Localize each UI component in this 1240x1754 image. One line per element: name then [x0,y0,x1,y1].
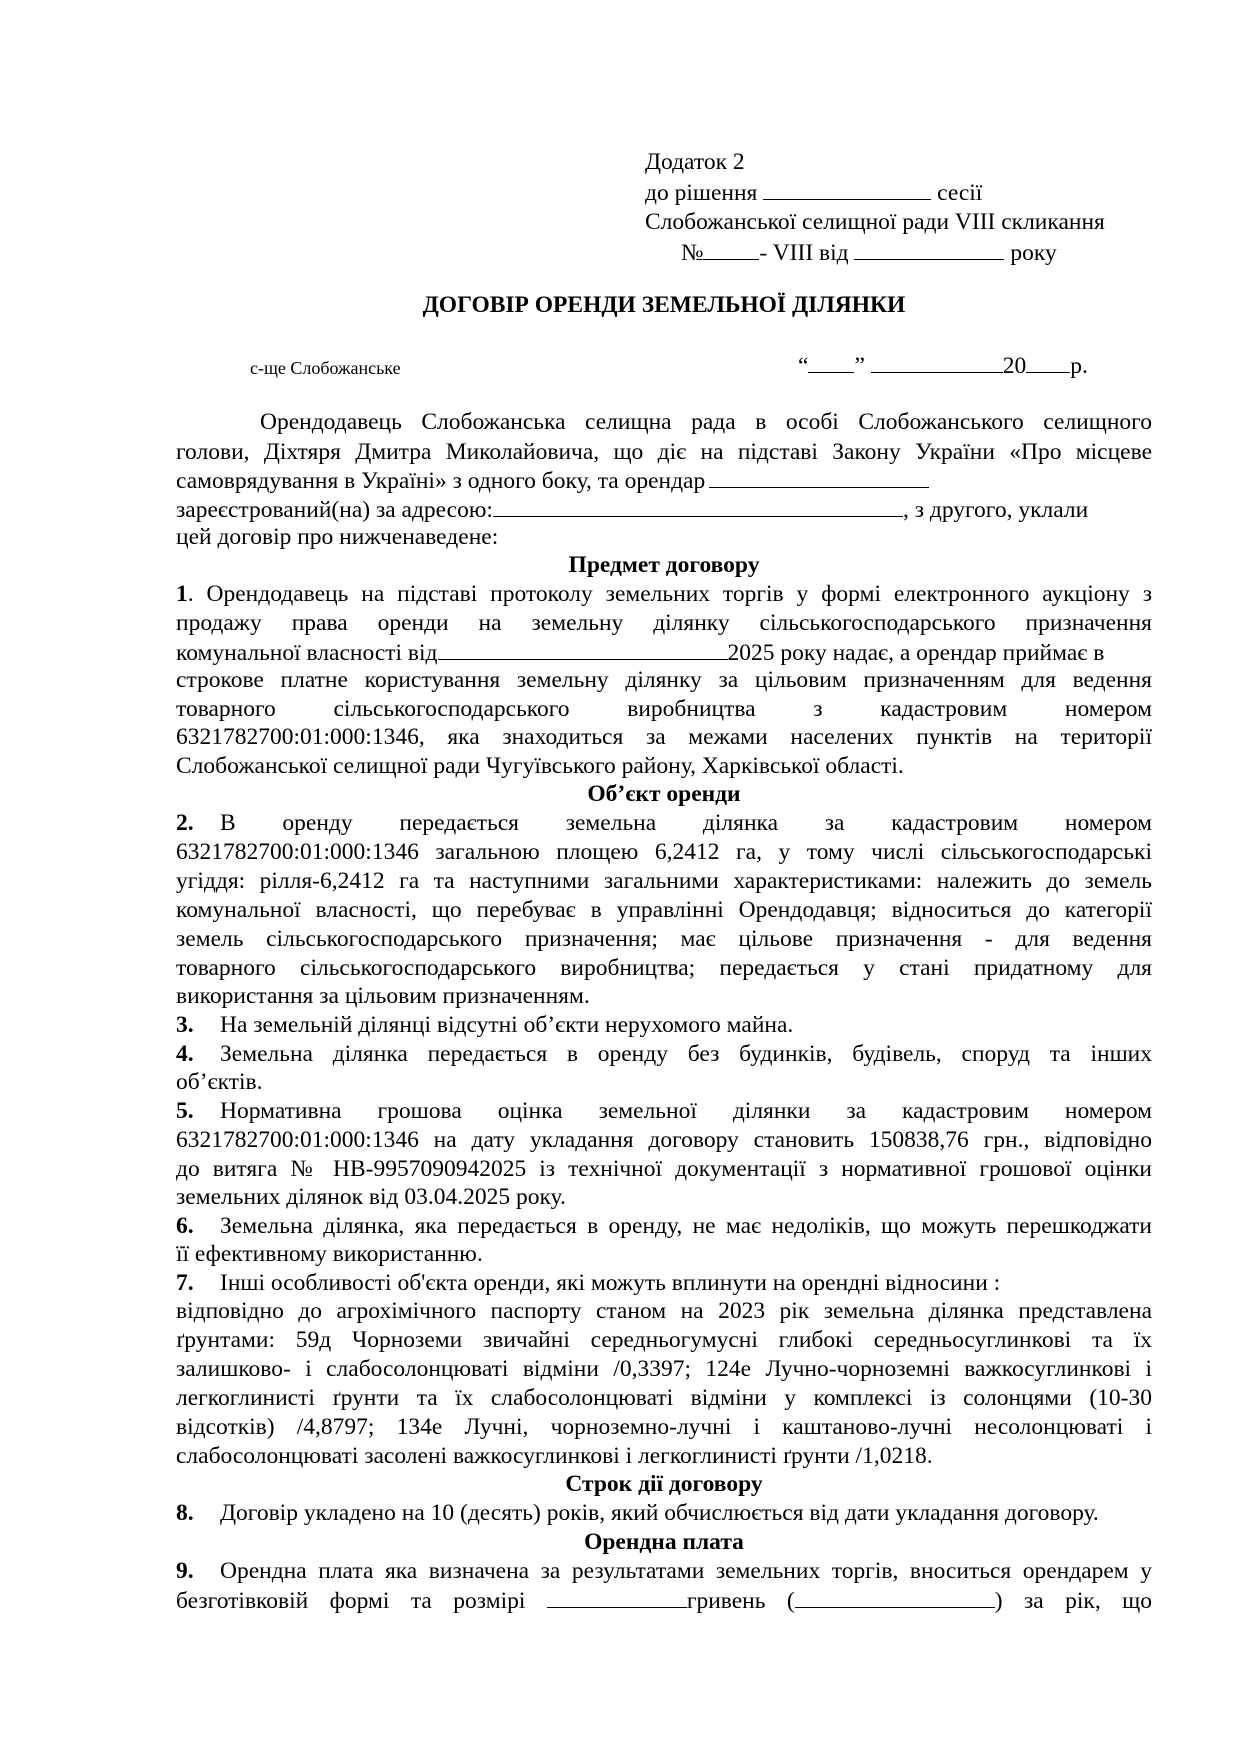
clause-9-line-2: безготівковій формі та розмірі гривень ( ) за рік, що [176,1585,1152,1616]
clause-5-line-3: до витяга № НВ-9957090942025 із технічної документації з нормативної грошової оцінки [176,1156,1152,1182]
appendix-decision-line: до рішення сесії [645,177,982,208]
clause-2-line-7: використання за цільовим призначенням. [176,983,590,1009]
clause-9-line-1: 9. Орендна плата яка визначена за результатами земельних торгів, вноситься орендарем у [176,1558,1152,1584]
document-title: ДОГОВІР ОРЕНДИ ЗЕМЕЛЬНОЇ ДІЛЯНКИ [422,292,906,318]
clause-2-line-2: 6321782700:01:000:1346 загальною площею 6,2412 га, у тому числі сільськогосподарські [176,839,1152,865]
clause-1-line-6: 6321782700:01:000:1346, яка знаходиться за межами населених пунктів на території [176,724,1152,750]
appendix-council-line: Слобожанської селищної ради VIII скликання [645,209,1105,235]
contract-date-line: “ ” 20 р. [798,350,1088,381]
blank-decision-number [703,237,759,260]
clause-1-line-4: строкове платне користування земельну ділянку за цільовим призначенням для ведення [176,667,1152,693]
clause-1-line-2: продажу права оренди на земельну ділянку сільськогосподарського призначення [176,610,1152,636]
clause-2-line-4: комунальної власності, що перебуває в управлінні Орендодавця; відноситься до категорії [176,897,1152,923]
appendix-number: Додаток 2 [645,149,745,175]
blank-lessee-name [709,465,929,488]
clause-2-line-1: 2. В оренду передається земельна ділянка за кадастровим номером [176,810,1152,836]
clause-6-line-1: 6. Земельна ділянка, яка передається в оренду, не має недоліків, що можуть перешкоджати [176,1213,1152,1239]
clause-2-line-6: товарного сільськогосподарського виробництва; передається у стані придатному для [176,955,1152,981]
intro-line-5: цей договір про нижченаведене: [176,524,499,550]
clause-7-line-5: легкоглинисті ґрунти та їх слабосолонцюваті відміни у комплексі із солонцями (10-30 [176,1385,1152,1411]
clause-4-line-2: об’єктів. [176,1069,263,1095]
blank-session-field [763,177,931,200]
section-heading-object: Об’єкт оренди [587,781,741,807]
clause-6-line-2: її ефективному використанню. [176,1241,483,1267]
blank-rent-amount [547,1585,687,1608]
appendix-number-date-line: № - VIII від року [681,237,1057,268]
clause-3: 3. На земельній ділянці відсутні об’єкти нерухомого майна. [176,1012,794,1038]
clause-2-line-5: земель сільськогосподарського призначення; має цільове призначення - для ведення [176,926,1152,952]
intro-line-2: голови, Діхтяря Дмитра Миколайовича, що діє на підставі Закону України «Про місцеве [176,439,1152,465]
clause-1-line-1: 1. Орендодавець на підставі протоколу земельних торгів у формі електронного аукціону з [176,581,1152,607]
clause-7-line-1: 7. Інші особливості об'єкта оренди, які можуть вплинути на орендні відносини : [176,1270,1001,1296]
clause-7-line-2: відповідно до агрохімічного паспорту станом на 2023 рік земельна ділянка представлена [176,1298,1152,1324]
clause-1-line-7: Слобожанської селищної ради Чугуївського району, Харківської області. [176,753,904,779]
intro-line-3: самоврядування в Україні» з одного боку, та орендар [176,465,929,496]
intro-line-4: зареєстрований(на) за адресою: , з другого, уклали [176,494,1088,525]
blank-auction-date [438,637,728,660]
clause-2-line-3: угіддя: рілля-6,2412 га та наступними загальними характеристиками: належить до земель [176,868,1152,894]
clause-7-line-4: залишково- і слабосолонцюваті відміни /0,3397; 124е Лучно-чорноземні важкосуглинкові і [176,1356,1152,1382]
clause-5-line-4: земельних ділянок від 03.04.2025 року. [176,1184,566,1210]
blank-year [1026,350,1070,373]
clause-4-line-1: 4. Земельна ділянка передається в оренду без будинків, будівель, споруд та інших [176,1041,1152,1067]
blank-day [808,350,854,373]
blank-lessee-address [493,494,903,517]
blank-month [871,350,1003,373]
clause-7-line-7: слабосолонцюваті засолені важкосуглинкові і легкоглинисті ґрунти /1,0218. [176,1443,933,1469]
intro-line-1: Орендодавець Слобожанська селищна рада в особі Слобожанського селищного [260,409,1152,435]
blank-rent-amount-words [795,1585,995,1608]
clause-7-line-3: ґрунтами: 59д Чорноземи звичайні середньогумусні глибокі середньосуглинкові та їх [176,1327,1152,1353]
clause-1-line-5: товарного сільськогосподарського виробництва з кадастровим номером [176,696,1152,722]
clause-5-line-1: 5. Нормативна грошова оцінка земельної ділянки за кадастровим номером [176,1098,1152,1124]
section-heading-subject: Предмет договору [568,552,760,578]
blank-decision-date [854,237,1004,260]
clause-7-line-6: відсотків) /4,8797; 134е Лучні, чорноземно-лучні і каштаново-лучні несолонцюваті і [176,1414,1152,1440]
section-heading-rent: Орендна плата [584,1529,744,1555]
clause-5-line-2: 6321782700:01:000:1346 на дату укладання договору становить 150838,76 грн., відповідно [176,1127,1152,1153]
clause-8: 8. Договір укладено на 10 (десять) років, який обчислюється від дати укладання договору. [176,1500,1099,1526]
section-heading-term: Строк дії договору [565,1471,763,1497]
clause-1-line-3: комунальної власності від 2025 року надає, а орендар приймає в [176,637,1104,668]
place-of-signing: с-ще Слобожанське [250,358,401,378]
